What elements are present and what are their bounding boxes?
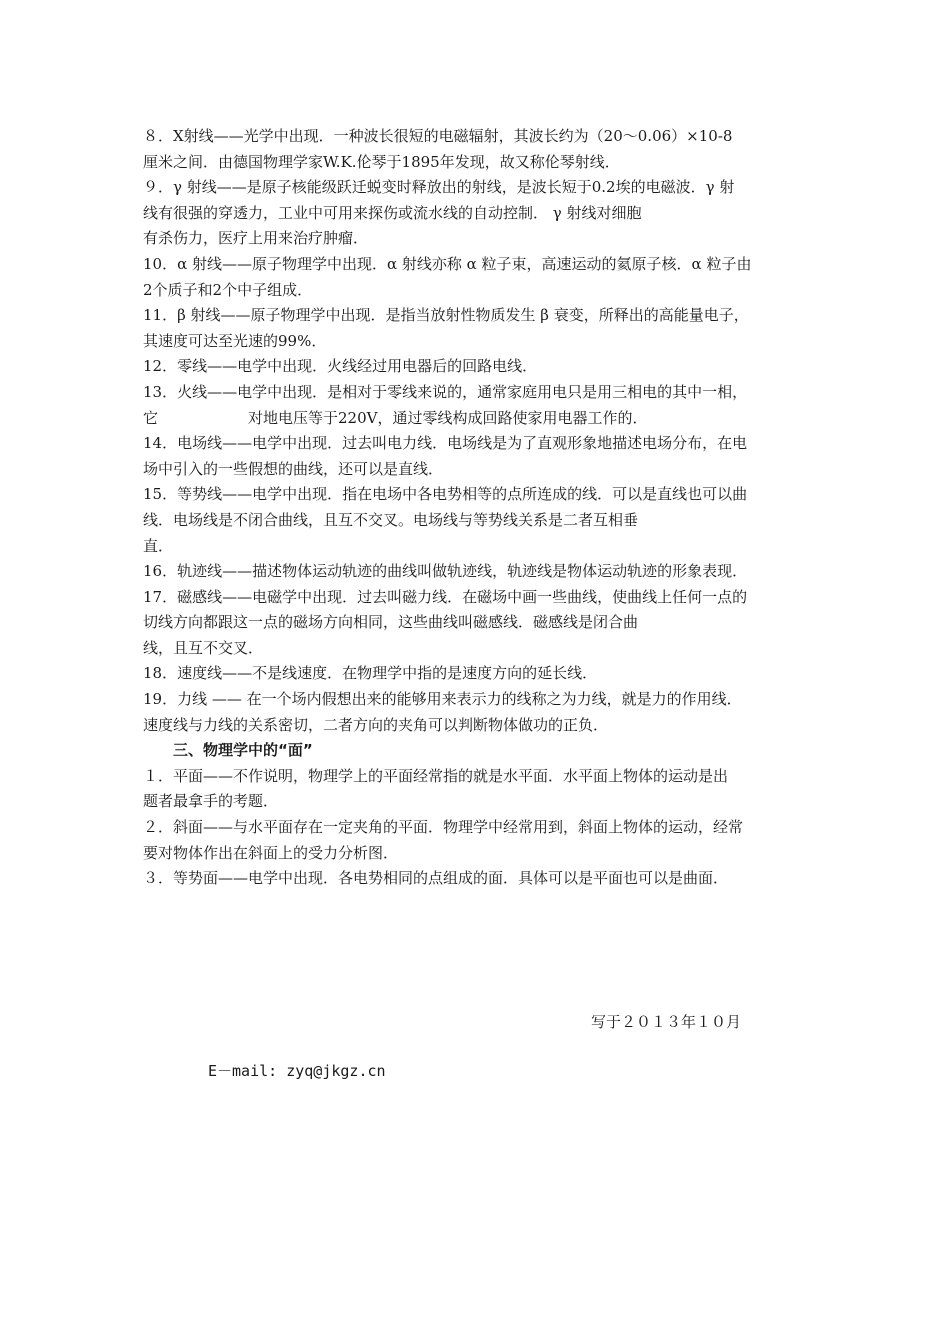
text-line: 速度线与力线的关系密切，二者方向的夹角可以判断物体做功的正负． — [143, 715, 609, 734]
item-13 — [143, 380, 811, 431]
spacer — [143, 892, 811, 1010]
text-line: ９．γ 射线——是原子核能级跃迁蜕变时释放出的射线，是波长短于0.2埃的电磁波．γ 射 — [143, 178, 735, 197]
text-line: ２．斜面——与水平面存在一定夹角的平面．物理学中经常用到，斜面上物体的运动，经常 — [143, 818, 744, 837]
text-line: 14．电场线——电学中出现．过去叫电力线．电场线是为了直观形象地描述电场分布，在电 — [143, 434, 748, 453]
signature-date: 写于２０１３年１０月 — [590, 1012, 741, 1031]
text-line: １．平面——不作说明，物理学上的平面经常指的就是水平面．水平面上物体的运动是出 — [143, 766, 729, 785]
text-line: 11．β 射线——原子物理学中出现．是指当放射性物质发生 β 衰变，所释出的高能量电子， — [143, 306, 749, 325]
item-12 — [143, 354, 811, 380]
item-8 — [143, 124, 811, 175]
text-line: 12．零线——电学中出现．火线经过用电器后的回路电线． — [143, 357, 538, 376]
text-line: 13．火线——电学中出现．是相对于零线来说的，通常家庭用电只是用三相电的其中一相， — [143, 382, 748, 401]
surface-item-1 — [143, 764, 811, 815]
email-line: E－mail: zyq@jkgz.cn — [208, 1061, 386, 1080]
lines-section — [143, 124, 811, 738]
text-line: 17．磁感线——电磁学中出现．过去叫磁力线．在磁场中画一些曲线，使曲线上任何一点的 — [143, 587, 748, 606]
text-line: 题者最拿手的考题． — [143, 792, 279, 811]
text-line: 它 对地电压等于220V，通过零线构成回路使家用电器工作的． — [143, 408, 648, 427]
text-line: 线．电场线是不闭合曲线，且互不交叉。电场线与等势线关系是二者互相垂 — [143, 510, 639, 529]
text-line: 18．速度线——不是线速度．在物理学中指的是速度方向的延长线． — [143, 664, 598, 683]
surface-item-2 — [143, 815, 811, 866]
text-line: 15．等势线——电学中出现．指在电场中各电势相等的点所连成的线．可以是直线也可以曲 — [143, 485, 748, 504]
text-line: 2个质子和2个中子组成． — [143, 280, 313, 299]
item-16 — [143, 559, 811, 585]
text-line: 厘米之间．由德国物理学家W.K.伦琴于1895年发现，故又称伦琴射线． — [143, 152, 620, 171]
document-page — [143, 124, 811, 1084]
item-19 — [143, 687, 811, 738]
item-9 — [143, 175, 811, 252]
item-11 — [143, 303, 811, 354]
item-14 — [143, 431, 811, 482]
item-18 — [143, 661, 811, 687]
section-heading: 三、物理学中的“面” — [173, 741, 313, 760]
item-10 — [143, 252, 811, 303]
text-line: 有杀伤力，医疗上用来治疗肿瘤． — [143, 229, 369, 248]
text-line: 切线方向都跟这一点的磁场方向相同，这些曲线叫磁感线．磁感线是闭合曲 — [143, 613, 639, 632]
item-17 — [143, 585, 811, 662]
text-line: ３．等势面——电学中出现．各电势相同的点组成的面．具体可以是平面也可以是曲面． — [143, 869, 729, 888]
text-line: 要对物体作出在斜面上的受力分析图． — [143, 843, 399, 862]
text-line: 线，且互不交叉． — [143, 638, 264, 657]
surface-item-3 — [143, 866, 811, 892]
text-line: 10．α 射线——原子物理学中出现．α 射线亦称 α 粒子束，高速运动的氦原子核．α 粒子由 — [143, 254, 752, 273]
item-15 — [143, 482, 811, 559]
text-line: ８．X射线——光学中出现．一种波长很短的电磁辐射，其波长约为（20～0.06）×10-8 — [143, 127, 733, 145]
text-line: 场中引入的一些假想的曲线，还可以是直线． — [143, 459, 444, 478]
text-line: 线有很强的穿透力，工业中可用来探伤或流水线的自动控制． γ 射线对细胞 — [143, 203, 642, 222]
text-line: 19．力线 —— 在一个场内假想出来的能够用来表示力的线称之为力线，就是力的作用线． — [143, 690, 742, 709]
text-line: 16．轨迹线——描述物体运动轨迹的曲线叫做轨迹线，轨迹线是物体运动轨迹的形象表现． — [143, 562, 748, 581]
text-line: 其速度可达至光速的99%． — [143, 331, 327, 350]
spacer — [143, 1035, 811, 1059]
surfaces-section — [143, 738, 811, 892]
text-line: 直． — [143, 536, 174, 555]
